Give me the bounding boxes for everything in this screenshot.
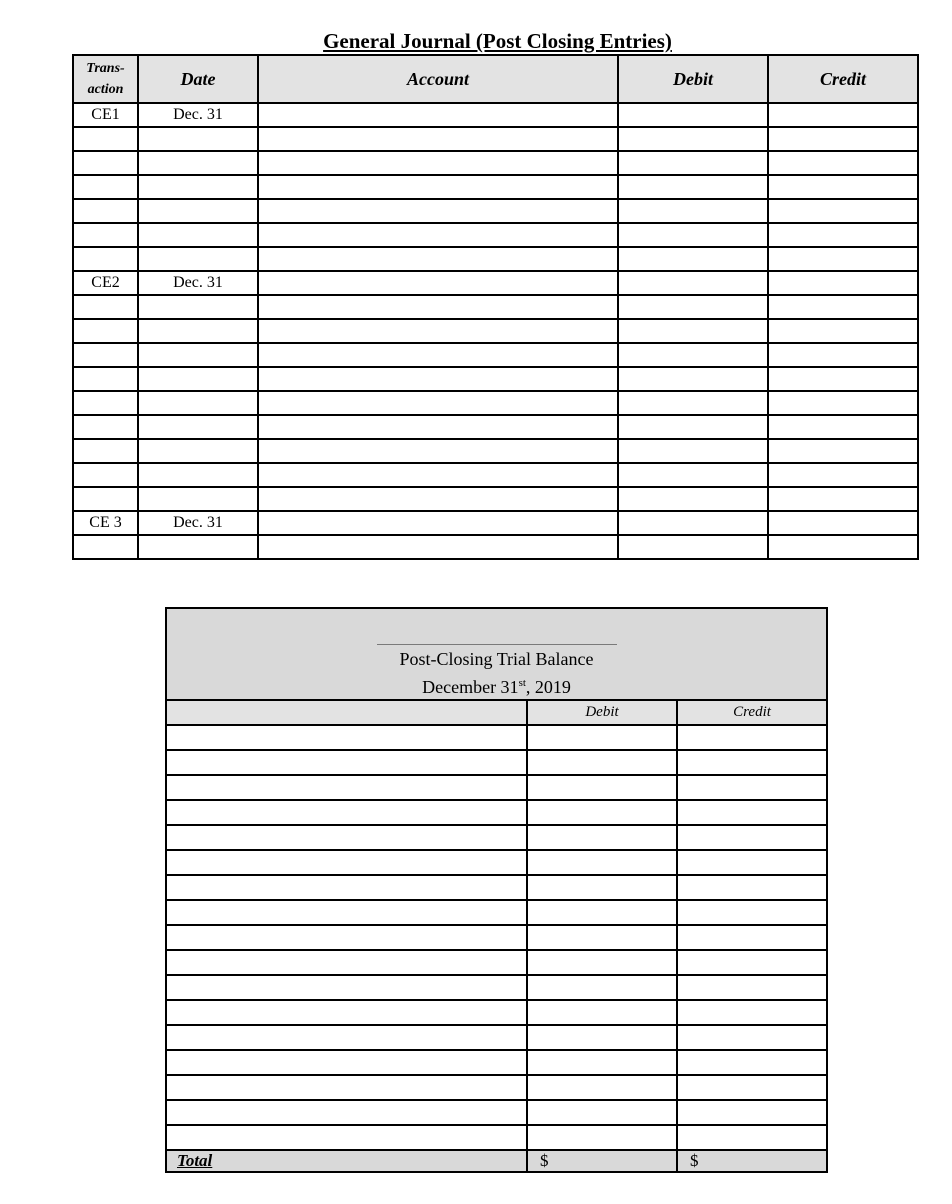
credit-cell[interactable] [768,175,918,199]
journal-title: General Journal (Post Closing Entries) [323,29,672,53]
debit-cell[interactable] [618,151,768,175]
tb-account-cell[interactable] [166,925,527,950]
trial-balance-row [166,975,827,1000]
transaction-cell[interactable] [73,151,138,175]
journal-row [73,487,918,511]
debit-cell[interactable] [618,247,768,271]
journal-row [73,127,918,151]
debit-cell[interactable] [618,103,768,127]
tb-account-cell[interactable] [166,800,527,825]
credit-total-cell[interactable]: $ [677,1150,827,1172]
credit-cell[interactable] [768,439,918,463]
debit-cell[interactable] [618,319,768,343]
tb-account-cell[interactable] [166,1050,527,1075]
tb-debit-cell[interactable] [527,925,677,950]
account-cell[interactable] [258,343,618,367]
journal-row [73,151,918,175]
journal-row [73,319,918,343]
transaction-cell[interactable] [73,535,138,559]
account-cell[interactable] [258,151,618,175]
tb-debit-cell[interactable] [527,1100,677,1125]
tb-account-cell[interactable] [166,900,527,925]
account-cell[interactable] [258,391,618,415]
tb-debit-cell[interactable] [527,1050,677,1075]
transaction-cell[interactable] [73,127,138,151]
credit-cell[interactable] [768,367,918,391]
account-cell[interactable] [258,247,618,271]
tb-credit-cell[interactable] [677,900,827,925]
journal-row [73,535,918,559]
journal-header-row [73,55,918,103]
account-cell[interactable] [258,199,618,223]
tb-debit-cell[interactable] [527,950,677,975]
journal-row [73,103,918,127]
account-cell[interactable] [258,439,618,463]
journal-row [73,463,918,487]
trial-balance-row [166,925,827,950]
trial-balance-table [165,607,828,1173]
trial-balance-row [166,950,827,975]
date-cell[interactable]: Dec. 31 [138,103,258,127]
company-name-line [377,644,617,645]
transaction-cell[interactable] [73,199,138,223]
date-cell[interactable]: Dec. 31 [138,511,258,535]
trial-balance-row [166,875,827,900]
trial-balance-row [166,775,827,800]
journal-row [73,415,918,439]
trial-balance-row [166,1100,827,1125]
tb-credit-cell[interactable] [677,925,827,950]
date-cell[interactable] [138,535,258,559]
account-cell[interactable] [258,127,618,151]
tb-account-column-header [166,700,527,725]
account-cell[interactable] [258,415,618,439]
credit-cell[interactable] [768,343,918,367]
transaction-cell[interactable] [73,415,138,439]
account-column-header: Account [258,55,618,103]
trial-balance-column-headers [166,700,827,725]
date-cell[interactable] [138,127,258,151]
tb-debit-cell[interactable] [527,975,677,1000]
credit-cell[interactable] [768,535,918,559]
trial-balance-row [166,750,827,775]
transaction-cell[interactable] [73,175,138,199]
transaction-cell[interactable] [73,391,138,415]
transaction-cell[interactable] [73,439,138,463]
tb-debit-cell[interactable] [527,900,677,925]
account-cell[interactable] [258,535,618,559]
tb-debit-cell[interactable] [527,1000,677,1025]
credit-cell[interactable] [768,295,918,319]
tb-account-cell[interactable] [166,975,527,1000]
tb-account-cell[interactable] [166,1075,527,1100]
transaction-column-header: Trans- action [73,55,138,103]
date-cell[interactable] [138,343,258,367]
transaction-cell[interactable] [73,343,138,367]
debit-cell[interactable] [618,439,768,463]
tb-credit-cell[interactable] [677,1050,827,1075]
trial-balance-title: Post-Closing Trial Balance [399,649,594,669]
account-cell[interactable] [258,223,618,247]
trial-balance-row [166,850,827,875]
journal-row [73,199,918,223]
tb-account-cell[interactable] [166,875,527,900]
date-cell[interactable] [138,463,258,487]
credit-cell[interactable] [768,511,918,535]
journal-body [73,103,918,559]
date-cell[interactable] [138,487,258,511]
debit-cell[interactable] [618,343,768,367]
tb-account-cell[interactable] [166,1100,527,1125]
credit-cell[interactable] [768,463,918,487]
date-cell[interactable] [138,223,258,247]
trial-balance-total-row [166,1150,827,1172]
credit-cell[interactable] [768,103,918,127]
debit-cell[interactable] [618,415,768,439]
debit-cell[interactable] [618,391,768,415]
trial-balance-row [166,1025,827,1050]
tb-debit-cell[interactable] [527,725,677,750]
tb-debit-cell[interactable] [527,825,677,850]
journal-row [73,367,918,391]
tb-debit-cell[interactable] [527,1025,677,1050]
tb-credit-cell[interactable] [677,1125,827,1150]
general-journal-table [72,54,919,560]
transaction-cell[interactable]: CE1 [73,103,138,127]
account-cell[interactable] [258,271,618,295]
account-cell[interactable] [258,463,618,487]
transaction-cell[interactable] [73,367,138,391]
trial-balance-row [166,800,827,825]
trial-balance-row [166,1125,827,1150]
date-column-header: Date [138,55,258,103]
transaction-cell[interactable]: CE 3 [73,511,138,535]
debit-cell[interactable] [618,367,768,391]
journal-row [73,223,918,247]
credit-cell[interactable] [768,319,918,343]
tb-debit-cell[interactable] [527,1125,677,1150]
transaction-cell[interactable] [73,319,138,343]
journal-row [73,439,918,463]
journal-row [73,175,918,199]
tb-credit-cell[interactable] [677,1000,827,1025]
debit-cell[interactable] [618,535,768,559]
transaction-cell[interactable]: CE2 [73,271,138,295]
tb-debit-column-header: Debit [527,700,677,725]
debit-cell[interactable] [618,487,768,511]
tb-account-cell[interactable] [166,825,527,850]
tb-credit-cell[interactable] [677,825,827,850]
date-cell[interactable] [138,319,258,343]
tb-debit-cell[interactable] [527,775,677,800]
debit-cell[interactable] [618,127,768,151]
trial-balance-heading [166,608,827,700]
debit-cell[interactable] [618,463,768,487]
tb-account-cell[interactable] [166,1125,527,1150]
debit-column-header: Debit [618,55,768,103]
credit-cell[interactable] [768,199,918,223]
tb-credit-cell[interactable] [677,725,827,750]
date-cell[interactable] [138,151,258,175]
tb-debit-cell[interactable] [527,1075,677,1100]
tb-credit-cell[interactable] [677,1075,827,1100]
transaction-cell[interactable] [73,487,138,511]
date-cell[interactable]: Dec. 31 [138,271,258,295]
tb-account-cell[interactable] [166,1000,527,1025]
trial-balance-row [166,1050,827,1075]
tb-debit-cell[interactable] [527,850,677,875]
debit-cell[interactable] [618,223,768,247]
debit-cell[interactable] [618,199,768,223]
journal-row [73,343,918,367]
tb-credit-cell[interactable] [677,875,827,900]
journal-row [73,511,918,535]
date-cell[interactable] [138,367,258,391]
trial-balance-row [166,900,827,925]
debit-cell[interactable] [618,511,768,535]
transaction-cell[interactable] [73,295,138,319]
tb-credit-cell[interactable] [677,750,827,775]
account-cell[interactable] [258,511,618,535]
date-cell[interactable] [138,247,258,271]
transaction-cell[interactable] [73,463,138,487]
credit-cell[interactable] [768,415,918,439]
tb-debit-cell[interactable] [527,750,677,775]
credit-cell[interactable] [768,223,918,247]
date-cell[interactable] [138,391,258,415]
date-cell[interactable] [138,415,258,439]
transaction-cell[interactable] [73,247,138,271]
debit-cell[interactable] [618,271,768,295]
tb-credit-cell[interactable] [677,1100,827,1125]
account-cell[interactable] [258,295,618,319]
credit-cell[interactable] [768,487,918,511]
tb-credit-cell[interactable] [677,775,827,800]
trial-balance-row [166,1075,827,1100]
tb-credit-cell[interactable] [677,1025,827,1050]
debit-cell[interactable] [618,295,768,319]
transaction-cell[interactable] [73,223,138,247]
credit-cell[interactable] [768,271,918,295]
credit-cell[interactable] [768,127,918,151]
credit-column-header: Credit [768,55,918,103]
credit-cell[interactable] [768,247,918,271]
account-cell[interactable] [258,103,618,127]
credit-cell[interactable] [768,151,918,175]
tb-account-cell[interactable] [166,950,527,975]
tb-account-cell[interactable] [166,1025,527,1050]
tb-account-cell[interactable] [166,725,527,750]
trial-balance-date: December 31st, 2019 [422,677,571,697]
tb-debit-cell[interactable] [527,875,677,900]
journal-row [73,391,918,415]
tb-account-cell[interactable] [166,750,527,775]
account-cell[interactable] [258,175,618,199]
journal-row [73,247,918,271]
account-cell[interactable] [258,319,618,343]
total-label: Total [166,1150,527,1172]
account-cell[interactable] [258,367,618,391]
debit-cell[interactable] [618,175,768,199]
date-cell[interactable] [138,199,258,223]
date-cell[interactable] [138,175,258,199]
tb-account-cell[interactable] [166,850,527,875]
journal-row [73,295,918,319]
tb-credit-cell[interactable] [677,850,827,875]
date-cell[interactable] [138,295,258,319]
journal-row [73,271,918,295]
tb-debit-cell[interactable] [527,800,677,825]
account-cell[interactable] [258,487,618,511]
trial-balance-row [166,725,827,750]
tb-credit-column-header: Credit [677,700,827,725]
tb-credit-cell[interactable] [677,975,827,1000]
tb-credit-cell[interactable] [677,950,827,975]
tb-credit-cell[interactable] [677,800,827,825]
date-cell[interactable] [138,439,258,463]
tb-account-cell[interactable] [166,775,527,800]
credit-cell[interactable] [768,391,918,415]
trial-balance-row [166,825,827,850]
trial-balance-heading-row [166,608,827,700]
trial-balance-row [166,1000,827,1025]
debit-total-cell[interactable]: $ [527,1150,677,1172]
